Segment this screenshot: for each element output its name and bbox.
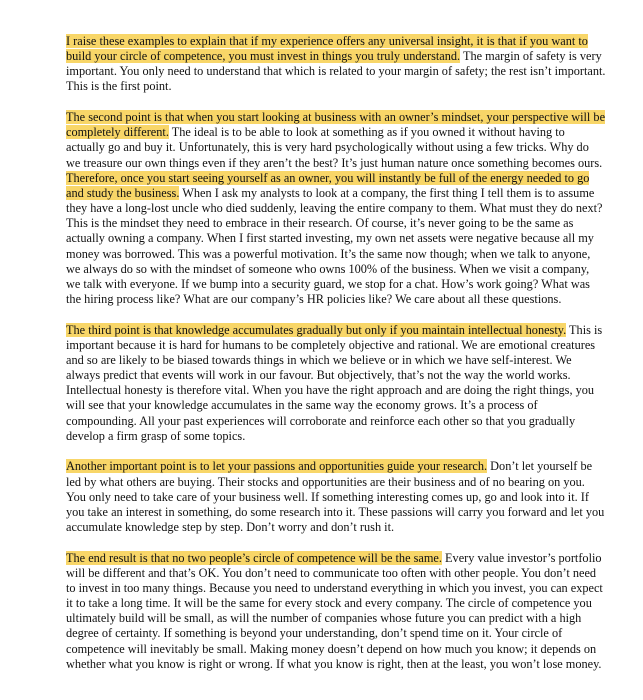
paragraph-text: This is important because it is hard for humans to be completely objective and rational. We are emotional creatures and so are likely to be biased towards things in which we believe or in which we have self-interest. We always predict that events will work in our favour. But objectively, that’s not the way the world works. Intellectual honesty is therefore vital. When you have the right approach and are doing the right things, you will see that your knowledge accumulates in the same way the economy grows. It’s a process of compounding. All your past experiences will corroborate and reinforce each other so that you gradually develop a firm grasp of some topics.: [66, 322, 603, 443]
paragraph-third-point: [66, 323, 606, 444]
document-page: [66, 34, 606, 687]
paragraph-text: The ideal is to be able to look at something as if you owned it without having to actually go and buy it. Unfortunately, this is very hard psychologically without using a few tricks. Why do we treasure our own things even if they aren’t the best? It’s just human nature once something becomes ours.: [66, 125, 603, 170]
paragraph-text: Don’t let yourself be led by what others are buying. Their stocks and opportunities are their business and of no bearing on you. You only need to take care of your business well. If something interesting comes up, go and look into it. If you take an interest in something, do some research into it. These passions will carry you forward and let you accumulate knowledge step by step. Don’t worry and don’t rush it.: [66, 459, 605, 535]
paragraph-text: When I ask my analysts to look at a company, the first thing I tell them is to assume they have a long-lost uncle who died suddenly, leaving the entire company to them. What must they do next? This is the mindset they need to embrace in their research. Of course, it’s never going to be the same as actually owning a company. When I first started investing, my own net assets were negative because all my money was borrowed. This was a powerful motivation. It’s the same now though; when we talk to anyone, we always do so with the mindset of someone who owns 100% of the business. When we visit a company, we talk with everyone. If we bump into a security guard, we stop for a chat. How’s work going? What was the hiring process like? What are our company’s HR policies like? We care about all these questions.: [66, 185, 603, 306]
paragraph-text: The margin of safety is very important. You only need to understand that which is related to your margin of safety; the rest isn’t important. This is the first point.: [66, 49, 606, 94]
highlighted-sentence: The third point is that knowledge accumulates gradually but only if you maintain intellectual honesty.: [66, 322, 567, 337]
paragraph-first-point: [66, 34, 606, 95]
highlighted-sentence: The end result is that no two people’s circle of competence will be the same.: [66, 550, 442, 565]
highlighted-sentence: Another important point is to let your passions and opportunities guide your research.: [66, 459, 488, 474]
highlighted-sentence: The second point is that when you start looking at business with an owner’s mindset, your perspective will be completely different.: [66, 110, 606, 140]
paragraph-end-result: [66, 551, 606, 672]
highlighted-sentence: I raise these examples to explain that if my experience offers any universal insight, it is that if you want to build your circle of competence, you must invest in things you truly understand.: [66, 34, 588, 64]
paragraph-passions-point: [66, 459, 606, 535]
paragraph-second-point: [66, 110, 606, 307]
highlighted-sentence: Therefore, once you start seeing yourself as an owner, you will instantly be full of the energy needed to go and study the business.: [66, 170, 590, 200]
paragraph-text: Every value investor’s portfolio will be different and that’s OK. You don’t need to communicate too often with other people. You don’t need to invest in too many things. Because you need to understand everything in which you invest, you can expect it to take a long time. It will be the same for every stock and every company. The circle of competence you ultimately build will be small, as will the number of companies whose future you can predict with a high degree of certainty. If something is beyond your understanding, don’t spend time on it. Your circle of competence will inevitably be small. Making money doesn’t depend on how much you know; it depends on whether what you know is right or wrong. If what you know is right, then at the least, you won’t lose money.: [66, 550, 603, 671]
